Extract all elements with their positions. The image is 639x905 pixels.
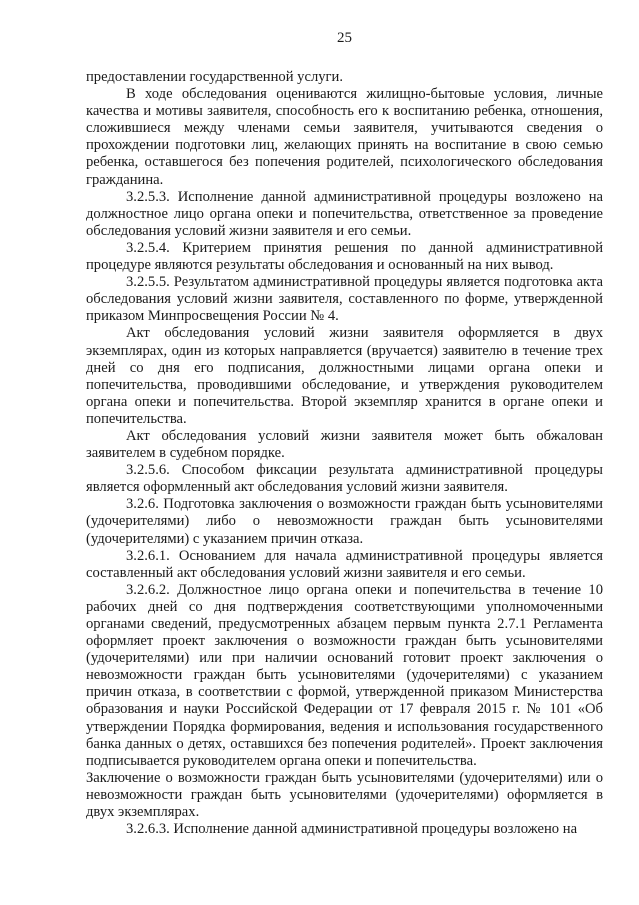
paragraph-3-2-5-4: 3.2.5.4. Критерием принятия решения по данной административной процедуре являются результаты обследования и основанный на них вывод. xyxy=(86,239,603,274)
paragraph-3-2-5-6: 3.2.5.6. Способом фиксации результата административной процедуры является оформленный акт обследования условий жизни заявителя. xyxy=(86,462,603,496)
paragraph-conclusion-copies: Заключение о возможности граждан быть усыновителями (удочерителями) или о невозможности граждан быть усыновителями (удочерителями) оформляется в двух экземплярах. xyxy=(86,769,603,821)
page-number: 25 xyxy=(337,30,352,46)
paragraph-3-2-5-3: 3.2.5.3. Исполнение данной административной процедуры возложено на должностное лицо органа опеки и попечительства, ответственное за проведение обследования условий жизни заявителя и его семьи. xyxy=(86,188,603,239)
paragraph-3-2-5-5: 3.2.5.5. Результатом административной процедуры является подготовка акта обследования условий жизни заявителя, составленного по форме, утвержденной приказом Минпросвещения России № 4. xyxy=(86,274,603,325)
paragraph-act-appeal: Акт обследования условий жизни заявителя может быть обжалован заявителем в судебном порядке. xyxy=(86,427,603,462)
document-body xyxy=(86,69,603,838)
paragraph-3-2-6: 3.2.6. Подготовка заключения о возможности граждан быть усыновителями (удочерителями) либо о невозможности граждан быть усыновителями (удочерителями) с указанием причин отказа. xyxy=(86,496,603,547)
paragraph-continuation: предоставлении государственной услуги. xyxy=(86,69,343,85)
paragraph-3-2-6-2: 3.2.6.2. Должностное лицо органа опеки и попечительства в течение 10 рабочих дней со дня подтверждения соответствующими уполномоченными органами сведений, предусмотренных абзацем первым пункта 2.7.1 Регламента оформляет проект заключения о возможности граждан быть усыновителями (удочерителями) или при наличии оснований готовит проект заключения о невозможности граждан быть усыновителями (удочерителями) с указанием причин отказа, в соответствии с формой, утвержденной приказом Министерства образования и науки Российской Федерации от 17 февраля 2015 г. № 101 «Об утверждении Порядка формирования, ведения и использования государственного банка данных о детях, оставшихся без попечения родителей». Проект заключения подписывается руководителем органа опеки и попечительства. xyxy=(86,581,603,769)
paragraph-3-2-6-3: 3.2.6.3. Исполнение данной административной процедуры возложено на xyxy=(126,821,578,838)
paragraph-act-copies: Акт обследования условий жизни заявителя оформляется в двух экземплярах, один из которых направляется (вручается) заявителю в течение трех дней со дня его подписания, должностными лицами органа опеки и попечительства, проводившими обследование, и утверждения руководителем органа опеки и попечительства. Второй экземпляр хранится в органе опеки и попечительства. xyxy=(86,325,603,427)
paragraph-3-2-6-1: 3.2.6.1. Основанием для начала административной процедуры является составленный акт обследования условий жизни заявителя и его семьи. xyxy=(86,547,603,581)
paragraph-examination-assessment: В ходе обследования оцениваются жилищно-бытовые условия, личные качества и мотивы заявителя, способность его к воспитанию ребенка, отношения, сложившиеся между членами семьи заявителя, учитываются сведения о прохождении подготовки лиц, желающих принять на воспитание в свою семью ребенка, оставшегося без попечения родителей, психологического обследования гражданина. xyxy=(86,86,603,188)
